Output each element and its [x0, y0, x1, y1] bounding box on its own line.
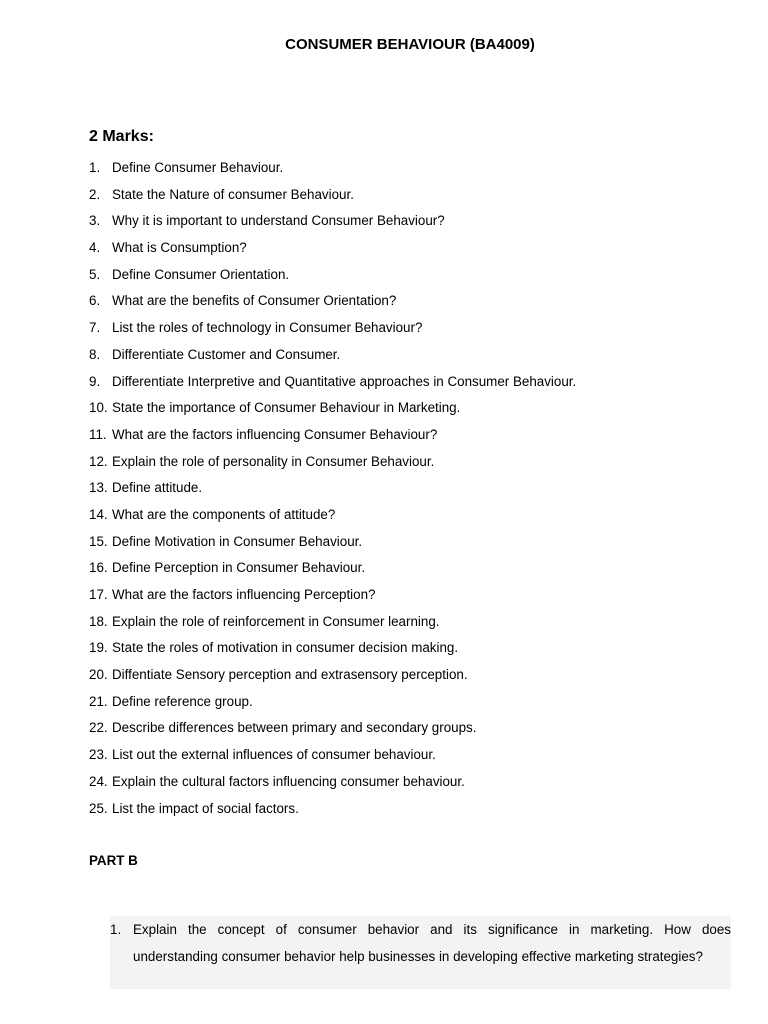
question-text: List the roles of technology in Consumer Behaviour? [112, 320, 423, 336]
question-item [89, 745, 749, 772]
question-number: 3. [89, 213, 101, 229]
question-text: Describe differences between primary and secondary groups. [112, 720, 477, 736]
question-number: 1. [89, 160, 101, 175]
question-text: Explain the role of reinforcement in Consumer learning. [112, 613, 440, 629]
question-number: 24. [89, 773, 108, 789]
question-number: 8. [89, 346, 101, 362]
question-item [89, 532, 749, 559]
question-number: 9. [89, 373, 101, 389]
question-item [89, 372, 749, 399]
question-text: What are the factors influencing Consumer Behaviour? [112, 426, 438, 442]
question-number: 6. [89, 293, 101, 309]
question-number: 17. [89, 587, 108, 602]
question-number: 11. [89, 426, 107, 442]
question-item [89, 398, 749, 425]
question-item [89, 478, 749, 505]
question-text: List the impact of social factors. [112, 800, 299, 816]
question-item [89, 425, 749, 452]
question-text: Explain the role of personality in Consumer Behaviour. [112, 453, 435, 469]
question-number: 22. [89, 720, 108, 736]
question-item [89, 452, 749, 479]
question-text: Differentiate Customer and Consumer. [112, 346, 341, 362]
question-number: 5. [89, 266, 101, 282]
question-number: 10. [89, 400, 108, 416]
question-text: Explain the cultural factors influencing consumer behaviour. [112, 773, 465, 789]
question-text: What are the components of attitude? [112, 506, 336, 522]
question-number: 2. [89, 186, 101, 202]
question-item [89, 291, 749, 318]
section-heading-2-marks: 2 Marks: [89, 128, 154, 145]
question-item [89, 158, 749, 185]
question-item [89, 799, 749, 826]
question-item [89, 772, 749, 799]
question-number: 1. [110, 922, 122, 937]
question-number: 13. [89, 480, 108, 496]
question-number: 16. [89, 560, 108, 576]
question-item [89, 345, 749, 372]
question-text: Differentiate Interpretive and Quantitative approaches in Consumer Behaviour. [112, 373, 577, 389]
question-text: State the Nature of consumer Behaviour. [112, 186, 354, 202]
question-number: 7. [89, 320, 101, 336]
question-item [89, 692, 749, 719]
question-item [89, 505, 749, 532]
question-number: 25. [89, 800, 108, 816]
part-b-question-1 [110, 916, 731, 989]
question-item [89, 238, 749, 265]
part-b-heading: PART B [89, 853, 138, 868]
question-item [89, 185, 749, 212]
question-number: 19. [89, 640, 108, 656]
question-text: Define Motivation in Consumer Behaviour. [112, 533, 363, 549]
question-number: 21. [89, 693, 108, 709]
question-number: 18. [89, 613, 108, 629]
question-item [89, 718, 749, 745]
question-item [89, 665, 749, 692]
question-text: Define attitude. [112, 480, 203, 496]
question-text: Define reference group. [112, 693, 253, 709]
question-text: Why it is important to understand Consumer Behaviour? [112, 213, 445, 229]
question-number: 4. [89, 240, 101, 256]
question-item [89, 265, 749, 292]
document-title: CONSUMER BEHAVIOUR (BA4009) [285, 36, 535, 53]
question-text: State the roles of motivation in consumer decision making. [112, 640, 459, 656]
question-text: What are the factors influencing Perception? [112, 587, 376, 602]
question-item [89, 558, 749, 585]
question-item [89, 638, 749, 665]
question-text: Define Consumer Behaviour. [112, 160, 284, 175]
question-item [89, 318, 749, 345]
question-number: 12. [89, 453, 108, 469]
question-number: 20. [89, 667, 108, 683]
question-text: Define Perception in Consumer Behaviour. [112, 560, 366, 576]
question-number: 14. [89, 506, 108, 522]
question-text: Diffentiate Sensory perception and extrasensory perception. [112, 667, 468, 683]
question-text: What is Consumption? [112, 240, 247, 256]
question-text: List out the external influences of consumer behaviour. [112, 747, 436, 763]
question-number: 15. [89, 533, 108, 549]
question-text: What are the benefits of Consumer Orientation? [112, 293, 397, 309]
question-number: 23. [89, 747, 108, 763]
question-text: Define Consumer Orientation. [112, 266, 290, 282]
question-text: Explain the concept of consumer behavior and its significance in marketing. How does understanding consumer behavior help businesses in developing effective marketing strategies? [133, 922, 731, 964]
question-item [89, 211, 749, 238]
question-item [89, 585, 749, 612]
question-text: State the importance of Consumer Behaviour in Marketing. [112, 400, 461, 416]
question-list [89, 158, 749, 825]
question-item [89, 612, 749, 639]
